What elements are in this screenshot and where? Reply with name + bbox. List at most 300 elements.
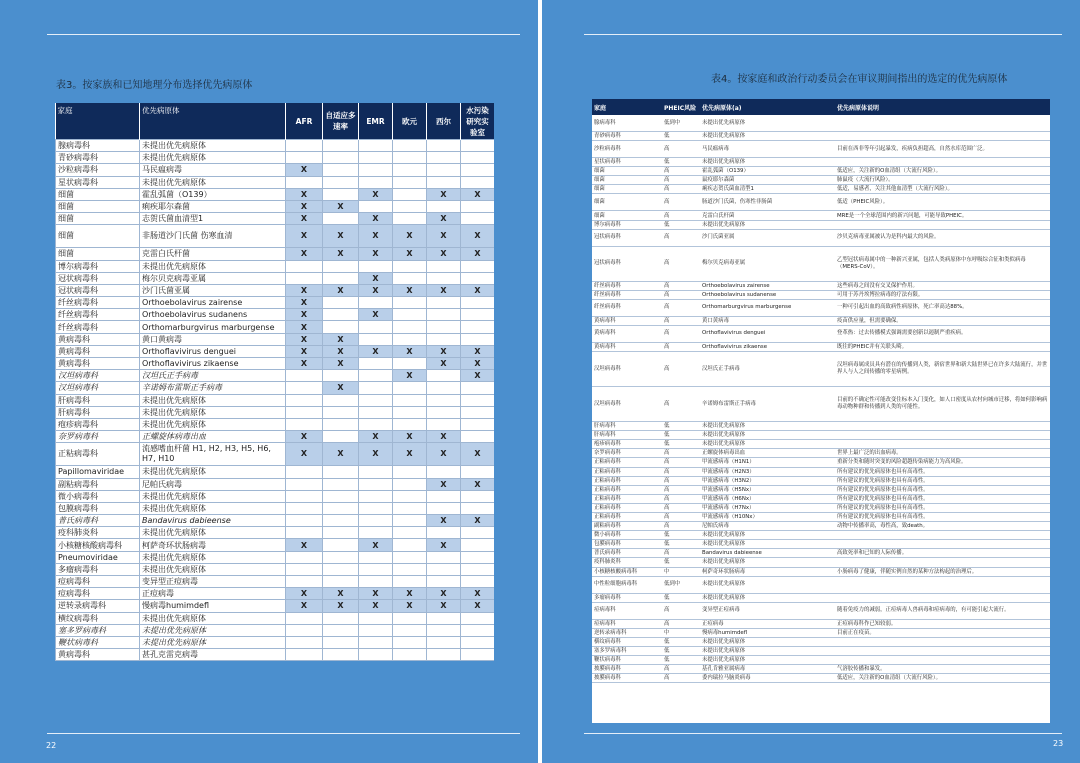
region-mark-cell: X — [461, 588, 495, 600]
description-cell — [835, 440, 1050, 449]
table-row — [56, 600, 495, 612]
risk-cell: 低到中 — [662, 115, 700, 132]
table3-container[interactable] — [55, 103, 494, 661]
pathogen-cell: 慢病毒humimdefl — [140, 600, 286, 612]
family-cell: 博尔病毒科 — [592, 220, 662, 229]
table-row — [56, 345, 495, 357]
top-rule — [47, 34, 520, 35]
table3-column-header: 西尔 — [427, 103, 461, 140]
family-cell: 正粘病毒科 — [592, 476, 662, 485]
region-mark-cell — [359, 478, 393, 490]
region-mark-cell: X — [323, 200, 359, 212]
table-row — [56, 649, 495, 661]
risk-cell: 高 — [662, 352, 700, 387]
region-mark-cell — [427, 624, 461, 636]
region-mark-cell: X — [461, 248, 495, 260]
table-row — [56, 406, 495, 418]
region-mark-cell — [393, 382, 427, 394]
description-cell: 这些病毒之间没有交叉保护作用。 — [835, 281, 1050, 290]
region-mark-cell — [461, 152, 495, 164]
region-mark-cell: X — [286, 200, 323, 212]
region-mark-cell: X — [359, 588, 393, 600]
table-row — [592, 211, 1050, 220]
description-cell: 目前在西非等年引起暴发，疾病负担超高，自然水库范围广泛。 — [835, 141, 1050, 158]
risk-cell: 低 — [662, 656, 700, 665]
table-row — [56, 164, 495, 176]
table4-header — [592, 99, 1050, 115]
description-cell: 汉坦病毒属成员具有潜在的传播到人类，新宿世界和新大陆世界已在许多大陆流行，并世界人与人之间传播的零星病例。 — [835, 352, 1050, 387]
region-mark-cell — [461, 333, 495, 345]
table4-container[interactable] — [592, 99, 1050, 723]
region-mark-cell — [461, 213, 495, 225]
pathogen-cell: 未提出优先病原体 — [700, 647, 835, 656]
region-mark-cell — [359, 490, 393, 502]
region-mark-cell — [393, 272, 427, 284]
pathogen-cell: 未提出优先病原体 — [140, 140, 286, 152]
region-mark-cell — [427, 563, 461, 575]
family-cell: 黄病毒科 — [592, 316, 662, 325]
table-row — [592, 115, 1050, 132]
bottom-rule — [584, 733, 1062, 734]
region-mark-cell — [359, 152, 393, 164]
region-mark-cell — [393, 576, 427, 588]
pathogen-cell: 未提出优先病原体 — [140, 490, 286, 502]
pathogen-cell: Orthoebolavirus sudanens — [140, 309, 286, 321]
table-row — [592, 567, 1050, 576]
family-cell: 细菌 — [592, 176, 662, 185]
region-mark-cell — [427, 551, 461, 563]
family-cell: 纤丝病毒科 — [56, 309, 140, 321]
pathogen-cell: 未提出优先病原体 — [700, 220, 835, 229]
description-cell — [835, 115, 1050, 132]
region-mark-cell — [359, 370, 393, 382]
pathogen-cell: 马民瘟病毒 — [700, 141, 835, 158]
table-row — [56, 576, 495, 588]
table-row — [56, 612, 495, 624]
region-mark-cell — [461, 527, 495, 539]
table4 — [592, 99, 1050, 683]
family-cell: 疫科肺炎科 — [56, 527, 140, 539]
region-mark-cell: X — [359, 345, 393, 357]
risk-cell: 高 — [662, 458, 700, 467]
region-mark-cell: X — [323, 225, 359, 248]
table-row — [592, 387, 1050, 422]
region-mark-cell — [359, 394, 393, 406]
table-row — [592, 352, 1050, 387]
region-mark-cell — [359, 297, 393, 309]
table3-header — [56, 103, 495, 140]
table-row — [592, 449, 1050, 458]
region-mark-cell — [323, 527, 359, 539]
risk-cell: 高 — [662, 485, 700, 494]
pathogen-cell: 霍乱弧菌（O139） — [700, 167, 835, 176]
region-mark-cell — [323, 490, 359, 502]
region-mark-cell — [461, 490, 495, 502]
region-mark-cell — [427, 382, 461, 394]
region-mark-cell — [393, 358, 427, 370]
region-mark-cell — [427, 164, 461, 176]
pathogen-cell: 梅尔贝克病毒亚属 — [700, 246, 835, 281]
region-mark-cell — [286, 478, 323, 490]
table-row — [592, 619, 1050, 628]
description-cell: 动物中传播率高，毒性高，致death。 — [835, 522, 1050, 531]
region-mark-cell — [461, 563, 495, 575]
pathogen-cell: 未提出优先病原体 — [140, 551, 286, 563]
table3 — [55, 103, 494, 661]
table-row — [592, 431, 1050, 440]
table-row — [56, 478, 495, 490]
region-mark-cell — [323, 260, 359, 272]
description-cell: 高致死率和已知的人际传播。 — [835, 549, 1050, 558]
region-mark-cell: X — [393, 588, 427, 600]
table-row — [592, 167, 1050, 176]
region-mark-cell — [359, 466, 393, 478]
pathogen-cell: 正痘病毒 — [140, 588, 286, 600]
region-mark-cell — [461, 624, 495, 636]
description-cell: 乙型冠状病毒属中的一种新兴亚属，包括人类病原体中东呼吸综合征和类似病毒（MERS-CoV）。 — [835, 246, 1050, 281]
description-cell: 所有建议的优先病原体也具有高毒性。 — [835, 494, 1050, 503]
page-number: 22 — [46, 741, 57, 750]
pathogen-cell: 梅尔贝克病毒亚属 — [140, 272, 286, 284]
pathogen-cell: 未提出优先病原体 — [700, 431, 835, 440]
pathogen-cell: 甲流感病毒（H2N3） — [700, 467, 835, 476]
family-cell: 细菌 — [56, 213, 140, 225]
family-cell: 逆转录病毒科 — [56, 600, 140, 612]
pathogen-cell: Orthoflavivirus zikaense — [140, 358, 286, 370]
region-mark-cell — [461, 466, 495, 478]
pathogen-cell: 变异型正痘病毒 — [700, 602, 835, 619]
region-mark-cell: X — [286, 225, 323, 248]
family-cell: Pneumoviridae — [56, 551, 140, 563]
region-mark-cell — [427, 406, 461, 418]
table-row — [56, 284, 495, 296]
description-cell: 低适应，关注新的O血清组（大流行风险）。 — [835, 167, 1050, 176]
family-cell: 沙粒病毒科 — [56, 164, 140, 176]
table-row — [592, 522, 1050, 531]
region-mark-cell — [286, 406, 323, 418]
region-mark-cell — [427, 333, 461, 345]
risk-cell: 中 — [662, 567, 700, 576]
description-cell: 小肠病毒了健康，伴随实例自然的某种方法构起的治理后。 — [835, 567, 1050, 576]
family-cell: 纤丝病毒科 — [56, 297, 140, 309]
family-cell: 正粘病毒科 — [592, 512, 662, 521]
region-mark-cell — [461, 309, 495, 321]
description-cell — [835, 220, 1050, 229]
family-cell: 博尔病毒科 — [56, 260, 140, 272]
region-mark-cell: X — [286, 443, 323, 466]
family-cell: 疱疹病毒科 — [56, 418, 140, 430]
family-cell: 纤丝病毒科 — [592, 281, 662, 290]
region-mark-cell: X — [393, 431, 427, 443]
description-cell — [835, 431, 1050, 440]
region-mark-cell: X — [323, 600, 359, 612]
risk-cell: 高 — [662, 476, 700, 485]
pathogen-cell: Orthoflavivirus zikaense — [700, 342, 835, 351]
table-row — [592, 628, 1050, 637]
table-row — [592, 576, 1050, 593]
region-mark-cell — [427, 418, 461, 430]
region-mark-cell — [359, 649, 393, 661]
family-cell: 肝病毒科 — [592, 431, 662, 440]
region-mark-cell — [461, 636, 495, 648]
family-cell: 星状病毒科 — [56, 176, 140, 188]
table3-column-header: 水污染研究实验室 — [461, 103, 495, 140]
table4-title: 表4。按家庭和政治行动委员会在审议期间指出的选定的优先病原体 — [711, 74, 1008, 85]
region-mark-cell — [286, 636, 323, 648]
family-cell: 普氏病毒科 — [592, 549, 662, 558]
region-mark-cell — [393, 551, 427, 563]
description-cell: 所有建议的优先病原体也具有高毒性。 — [835, 485, 1050, 494]
region-mark-cell — [286, 466, 323, 478]
family-cell: 沙粒病毒科 — [592, 141, 662, 158]
table3-column-header: EMR — [359, 103, 393, 140]
pathogen-cell: 未提出优先病原体 — [140, 466, 286, 478]
pathogen-cell: 未提出优先病原体 — [700, 531, 835, 540]
table-row — [56, 539, 495, 551]
region-mark-cell — [427, 394, 461, 406]
region-mark-cell — [286, 624, 323, 636]
description-cell: 目前正在疫苗。 — [835, 628, 1050, 637]
risk-cell: 低 — [662, 531, 700, 540]
region-mark-cell — [323, 539, 359, 551]
region-mark-cell — [323, 406, 359, 418]
pathogen-cell: 正螺旋体病毒出血 — [700, 449, 835, 458]
pathogen-cell: 辛诺姆布雷斯正手病毒 — [140, 382, 286, 394]
region-mark-cell — [359, 551, 393, 563]
table-row — [592, 299, 1050, 316]
region-mark-cell — [323, 576, 359, 588]
region-mark-cell: X — [427, 188, 461, 200]
pathogen-cell: 甲流感病毒（H5Nx） — [700, 485, 835, 494]
pathogen-cell: 未提出优先病原体 — [700, 422, 835, 431]
region-mark-cell — [359, 382, 393, 394]
region-mark-cell: X — [286, 539, 323, 551]
region-mark-cell — [461, 502, 495, 514]
region-mark-cell — [323, 515, 359, 527]
region-mark-cell: X — [359, 600, 393, 612]
region-mark-cell: X — [427, 213, 461, 225]
region-mark-cell — [286, 418, 323, 430]
region-mark-cell — [359, 358, 393, 370]
table-row — [592, 246, 1050, 281]
family-cell: 黄病毒科 — [592, 325, 662, 342]
table-row — [56, 527, 495, 539]
table-row — [56, 551, 495, 563]
pathogen-cell: 未提出优先病原体 — [700, 440, 835, 449]
left-page — [0, 0, 538, 763]
pathogen-cell: 甚孔克雷克病毒 — [140, 649, 286, 661]
region-mark-cell — [461, 576, 495, 588]
region-mark-cell: X — [427, 600, 461, 612]
risk-cell: 高 — [662, 167, 700, 176]
table-row — [56, 225, 495, 248]
family-cell: 奈罗病毒科 — [56, 431, 140, 443]
family-cell: 正粘病毒科 — [592, 494, 662, 503]
table4-column-header: 优先病原体(a) — [700, 99, 835, 115]
region-mark-cell: X — [323, 345, 359, 357]
region-mark-cell — [393, 649, 427, 661]
pathogen-cell: Orthoebolavirus sudanense — [700, 290, 835, 299]
table-row — [56, 431, 495, 443]
description-cell — [835, 132, 1050, 141]
risk-cell: 高 — [662, 194, 700, 211]
table-row — [592, 467, 1050, 476]
region-mark-cell — [323, 176, 359, 188]
table-row — [56, 358, 495, 370]
region-mark-cell: X — [359, 309, 393, 321]
table-row — [592, 220, 1050, 229]
table-row — [56, 333, 495, 345]
description-cell: 低适，易感者，关注其他血清型（大流行风险）。 — [835, 185, 1050, 194]
family-cell: 正粘病毒科 — [592, 467, 662, 476]
family-cell: 冠状病毒科 — [592, 229, 662, 246]
region-mark-cell — [393, 490, 427, 502]
region-mark-cell — [393, 297, 427, 309]
risk-cell: 高 — [662, 522, 700, 531]
region-mark-cell — [286, 152, 323, 164]
family-cell: 肝病毒科 — [56, 406, 140, 418]
description-cell: 目前的不确定性可能改变住标本入门变化，如人口密度从农村向城市迁移，将如何影响病毒动物种群和传播到人类的可能性。 — [835, 387, 1050, 422]
risk-cell: 高 — [662, 342, 700, 351]
region-mark-cell: X — [286, 345, 323, 357]
region-mark-cell — [393, 539, 427, 551]
table3-column-header: 欧元 — [393, 103, 427, 140]
pathogen-cell: 甲流感病毒（H7Nx） — [700, 503, 835, 512]
table-row — [56, 370, 495, 382]
family-cell: 包膜病毒科 — [56, 502, 140, 514]
table-row — [592, 558, 1050, 567]
description-cell: 登革热：过去传播模式强调需要创新以遏制严重疾病。 — [835, 325, 1050, 342]
pathogen-cell: 痢疾志贺氏菌血清型1 — [700, 185, 835, 194]
region-mark-cell — [359, 406, 393, 418]
description-cell — [835, 593, 1050, 602]
risk-cell: 高 — [662, 494, 700, 503]
region-mark-cell: X — [427, 478, 461, 490]
family-cell: 冠状病毒科 — [56, 272, 140, 284]
risk-cell: 低 — [662, 422, 700, 431]
region-mark-cell: X — [359, 284, 393, 296]
region-mark-cell — [359, 515, 393, 527]
region-mark-cell — [323, 649, 359, 661]
description-cell: 所有建议的优先病原体也具有高毒性。 — [835, 512, 1050, 521]
risk-cell: 高 — [662, 176, 700, 185]
region-mark-cell — [393, 188, 427, 200]
family-cell: 微小病毒科 — [56, 490, 140, 502]
table-row — [592, 647, 1050, 656]
table3-column-header: 优先病原体 — [140, 103, 286, 140]
table4-column-header: 家庭 — [592, 99, 662, 115]
region-mark-cell: X — [461, 284, 495, 296]
region-mark-cell — [323, 466, 359, 478]
region-mark-cell: X — [359, 539, 393, 551]
family-cell: 痘病毒科 — [592, 602, 662, 619]
risk-cell: 低 — [662, 440, 700, 449]
table3-column-header: 家庭 — [56, 103, 140, 140]
region-mark-cell — [323, 321, 359, 333]
description-cell: 世界上最广泛的出血病毒。 — [835, 449, 1050, 458]
region-mark-cell: X — [359, 248, 393, 260]
family-cell: 冠状病毒科 — [592, 246, 662, 281]
risk-cell: 高 — [662, 299, 700, 316]
region-mark-cell — [359, 527, 393, 539]
region-mark-cell — [286, 563, 323, 575]
region-mark-cell — [393, 466, 427, 478]
description-cell: 沙贝克病毒亚属被认为是科内最大的风险。 — [835, 229, 1050, 246]
region-mark-cell: X — [461, 443, 495, 466]
table-row — [56, 297, 495, 309]
region-mark-cell — [393, 333, 427, 345]
region-mark-cell — [323, 140, 359, 152]
risk-cell: 低 — [662, 158, 700, 167]
family-cell: 汉坦病毒科 — [592, 352, 662, 387]
region-mark-cell — [427, 370, 461, 382]
region-mark-cell: X — [393, 284, 427, 296]
table-row — [56, 152, 495, 164]
table4-column-header: 优先病原体说明 — [835, 99, 1050, 115]
region-mark-cell — [461, 406, 495, 418]
description-cell: 既往的PHEIC并有关联头畸。 — [835, 342, 1050, 351]
region-mark-cell — [427, 297, 461, 309]
family-cell: 细菌 — [56, 200, 140, 212]
table-row — [592, 503, 1050, 512]
description-cell: 低适（PHEIC风险）。 — [835, 194, 1050, 211]
description-cell — [835, 422, 1050, 431]
family-cell: 黄病毒科 — [56, 358, 140, 370]
risk-cell: 高 — [662, 316, 700, 325]
region-mark-cell — [393, 152, 427, 164]
risk-cell: 高 — [662, 512, 700, 521]
region-mark-cell: X — [286, 188, 323, 200]
region-mark-cell — [461, 272, 495, 284]
table-row — [592, 316, 1050, 325]
region-mark-cell — [286, 576, 323, 588]
region-mark-cell — [286, 490, 323, 502]
region-mark-cell: X — [286, 284, 323, 296]
pathogen-cell: Orthomarburgvirus marburgense — [700, 299, 835, 316]
risk-cell: 高 — [662, 229, 700, 246]
region-mark-cell — [461, 551, 495, 563]
table-row — [56, 260, 495, 272]
region-mark-cell — [323, 478, 359, 490]
region-mark-cell — [359, 563, 393, 575]
region-mark-cell — [427, 176, 461, 188]
region-mark-cell — [461, 539, 495, 551]
region-mark-cell: X — [393, 248, 427, 260]
region-mark-cell — [393, 515, 427, 527]
region-mark-cell — [359, 176, 393, 188]
region-mark-cell — [427, 260, 461, 272]
region-mark-cell: X — [286, 309, 323, 321]
description-cell: 所有建议的优先病原体也具有高毒性。 — [835, 503, 1050, 512]
table-row — [592, 485, 1050, 494]
family-cell: 疱疹病毒科 — [592, 440, 662, 449]
table-row — [592, 141, 1050, 158]
region-mark-cell — [393, 140, 427, 152]
top-rule — [584, 34, 1062, 35]
pathogen-cell: Orthomarburgvirus marburgense — [140, 321, 286, 333]
region-mark-cell: X — [286, 213, 323, 225]
description-cell: 气溶胶传播和暴发。 — [835, 665, 1050, 674]
region-mark-cell — [286, 370, 323, 382]
region-mark-cell — [461, 612, 495, 624]
family-cell: 痘病毒科 — [56, 588, 140, 600]
family-cell: Papillomaviridae — [56, 466, 140, 478]
table-row — [56, 490, 495, 502]
region-mark-cell: X — [393, 370, 427, 382]
region-mark-cell — [393, 478, 427, 490]
pathogen-cell: 鼠疫耶尔森菌 — [700, 176, 835, 185]
region-mark-cell — [286, 176, 323, 188]
